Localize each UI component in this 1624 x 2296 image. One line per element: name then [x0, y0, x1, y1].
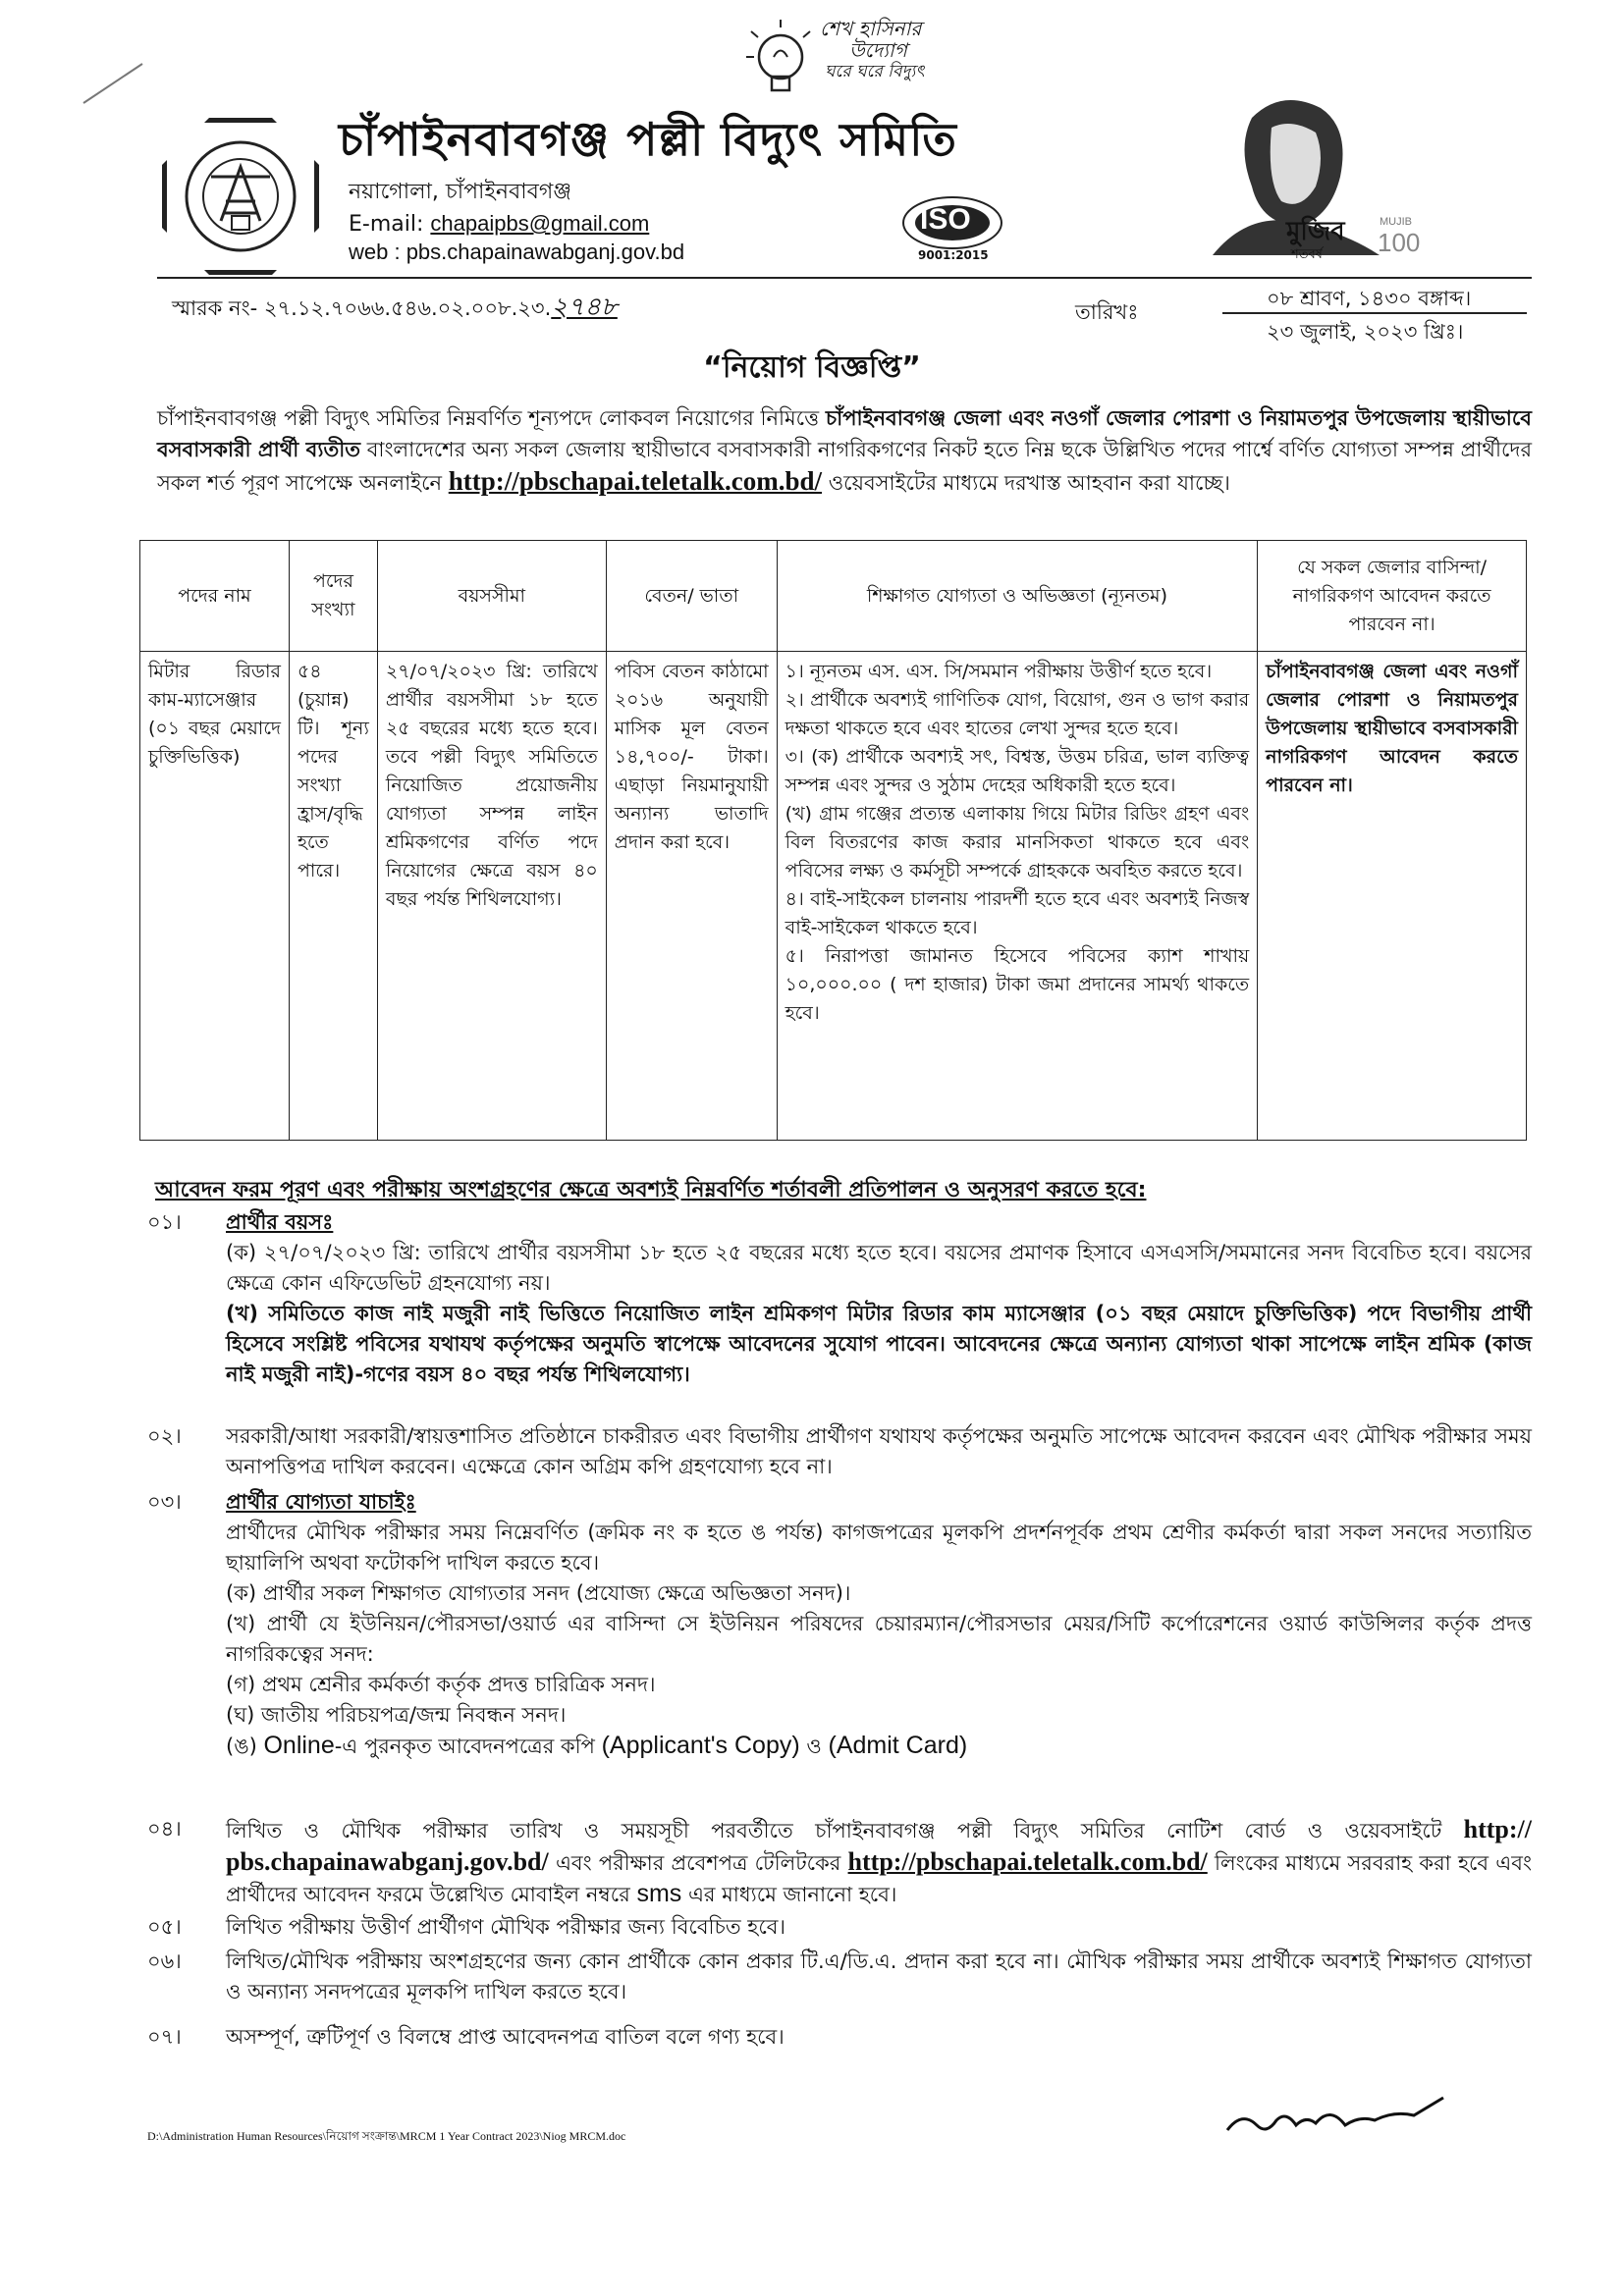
qual-item: (খ) গ্রাম গঞ্জের প্রত্যন্ত এলাকায় গিয়ে মিটার রিডিং গ্রহণ এবং বিল বিতরণের কাজ করার মানসিকতা থাকতে হবে এবং পবিসের লক্ষ্য ও কর্মসূচী সম্পর্কে গ্রাহককে অবহিত করতে হবে।	[785, 803, 1250, 881]
condition-text-part: লিখিত ও মৌখিক পরীক্ষার তারিখ ও সময়সূচী পরবর্তীতে চাঁপাইনবাবগঞ্জ পল্লী বিদ্যুৎ সমিতির নোটিশ বোর্ড ও ওয়েবসাইটে	[226, 1819, 1464, 1842]
notice-title: “নিয়োগ বিজ্ঞপ্তি”	[703, 350, 921, 385]
header-divider	[157, 277, 1532, 279]
condition-sub: (ক) ২৭/০৭/২০২৩ খ্রি: তারিখে প্রার্থীর বয়সসীমা ১৮ হতে ২৫ বছরের মধ্যে হতে হবে। বয়সের প্রমাণক হিসাবে এসএসসি/সমমানের সনদ বিবেচিত হবে। বয়সের ক্ষেত্রে কোন এফিডেভিট গ্রহনযোগ্য নয়।	[226, 1241, 1532, 1295]
condition-sub: (গ) প্রথম শ্রেনীর কর্মকর্তা কর্তৃক প্রদত্ত চারিত্রিক সনদ।	[226, 1673, 656, 1696]
condition-title: প্রার্থীর বয়সঃ	[226, 1210, 334, 1234]
sub-text: ও	[799, 1735, 829, 1758]
condition-text	[226, 1814, 1532, 1910]
intro-text: চাঁপাইনবাবগঞ্জ পল্লী বিদ্যুৎ সমিতির নিম্নবর্ণিত শূন্যপদে লোকবল নিয়োগের নিমিত্তে	[157, 406, 826, 430]
latin-text: (Admit Card)	[828, 1732, 968, 1759]
col-header: পদের নাম	[140, 541, 290, 652]
date-english: ২৩ জুলাই, ২০২৩ খ্রিঃ।	[1267, 320, 1464, 344]
table-row	[140, 652, 1527, 1141]
intro-bold: চাঁপাইনবাবগঞ্জ জেলা এবং নওগাঁ জেলার পোরশা ও নিয়ামতপুর উপজেলায় স্থায়ীভাবে বসবাসকারী প্রার্থী ব্যতীত	[157, 406, 1532, 461]
condition-number: ০৭।	[147, 2025, 182, 2049]
table-header-row	[140, 541, 1527, 652]
condition-number: ০৬।	[147, 1949, 182, 1973]
vacancy-table	[139, 540, 1527, 1141]
website-link[interactable]: http:// pbs.chapainawabganj.gov.bd/	[226, 1815, 1532, 1876]
latin-text: sms	[636, 1880, 682, 1907]
condition-number: ০৪।	[147, 1817, 182, 1841]
mujib-centenary-logo	[1193, 88, 1429, 265]
intro-text: বাংলাদেশের অন্য সকল জেলায় স্থায়ীভাবে বসবাসকারী নাগরিকগণের নিকট হতে নিম্ন ছকে উল্লিখিত পদের পার্শ্বে বর্ণিত যোগ্যতা সম্পন্ন প্রার্থীদের সকল শর্ত পূরণ সাপেক্ষে অনলাইনে	[157, 438, 1532, 495]
cell-count: ৫৪ (চুয়ান্ন) টি। শূন্য পদের সংখ্যা হ্রাস/বৃদ্ধি হতে পারে।	[289, 652, 377, 1141]
condition-sub: (ঘ) জাতীয় পরিচয়পত্র/জন্ম নিবন্ধন সনদ।	[226, 1703, 567, 1727]
condition-7	[147, 2022, 1532, 2053]
slogan-line: ঘরে ঘরে বিদ্যুৎ	[825, 62, 925, 81]
mujib-latin: MUJIB	[1380, 216, 1412, 228]
cell-post: মিটার রিডার কাম-ম্যাসেঞ্জার (০১ বছর মেয়াদে চুক্তিভিত্তিক)	[140, 652, 290, 1141]
qual-item: ৩। (ক) প্রার্থীকে অবশ্যই সৎ, বিশ্বস্ত, উত্তম চরিত্র, ভাল ব্যক্তিত্ব সম্পন্ন এবং সুন্দর ও সুঠাম দেহের অধিকারী হতে হবে।	[785, 746, 1250, 796]
cell-age: ২৭/০৭/২০২৩ খ্রি: তারিখে প্রার্থীর বয়সসীমা ১৮ হতে ২৫ বছরের মধ্যে হতে হবে। তবে পল্লী বিদ্যুৎ সমিতিতে নিয়োজিত প্রয়োজনীয় যোগ্যতা সম্পন্ন লাইন শ্রমিকগণের বর্ণিত পদে নিয়োগের ক্ষেত্রে বয়স ৪০ বছর পর্যন্ত শিথিলযোগ্য।	[377, 652, 606, 1141]
qual-item: ৫। নিরাপত্তা জামানত হিসেবে পবিসের ক্যাশ শাখায় ১০,০০০.০০ ( দশ হাজার) টাকা জমা প্রদানের সামর্থ্য থাকতে হবে।	[785, 945, 1250, 1024]
memo-ref-text: স্মারক নং- ২৭.১২.৭০৬৬.৫৪৬.০২.০০৮.২৩.	[172, 296, 552, 320]
condition-text-part: লিংকের মাধ্যমে সরবরাহ করা হবে এবং প্রার্থীদের আবেদন ফরমে উল্লেখিত মোবাইল নম্বরে	[226, 1851, 1532, 1906]
cell-qualification	[777, 652, 1258, 1141]
iso-text: ISO	[920, 203, 971, 236]
iso-number: 9001:2015	[918, 248, 989, 262]
date-divider	[1222, 312, 1527, 314]
condition-number: ০২।	[147, 1424, 182, 1448]
condition-2	[147, 1421, 1532, 1482]
memo-ref	[172, 287, 618, 330]
date-label: তারিখঃ	[1075, 300, 1139, 324]
cell-salary: পবিস বেতন কাঠামো ২০১৬ অনুযায়ী মাসিক মূল বেতন ১৪,৭০০/- টাকা। এছাড়া নিয়মানুযায়ী অন্যান্য ভাতাদি প্রদান করা হবে।	[606, 652, 777, 1141]
teletalk-link[interactable]: http://pbschapai.teletalk.com.bd/	[847, 1847, 1208, 1876]
slogan-line: উদ্যোগ	[849, 38, 907, 62]
memo-ref-handwritten: ২৭৪৮	[551, 293, 618, 322]
condition-3	[147, 1487, 1532, 1762]
condition-text-part: এর মাধ্যমে জানানো হবে।	[681, 1883, 897, 1906]
condition-1	[147, 1207, 1532, 1390]
condition-sub: প্রার্থীদের মৌখিক পরীক্ষার সময় নিম্নেবর্ণিত (ক্রমিক নং ক হতে ঙ পর্যন্ত) কাগজপত্রের মূলকপি প্রদর্শনপূর্বক প্রথম শ্রেণীর কর্মকর্তা দ্বারা সকল সনদের সত্যায়িত ছায়ালিপি অথবা ফটোকপি দাখিল করতে হবে।	[226, 1521, 1532, 1575]
condition-number: ০১।	[147, 1210, 182, 1234]
conditions-heading: আবেদন ফরম পূরণ এবং পরীক্ষায় অংশগ্রহণের ক্ষেত্রে অবশ্যই নিম্নবর্ণিত শর্তাবলী প্রতিপালন ও অনুসরণ করতে হবে:	[155, 1178, 1147, 1202]
date-bangla: ০৮ শ্রাবণ, ১৪৩০ বঙ্গাব্দ।	[1267, 287, 1472, 310]
condition-sub: (খ) সমিতিতে কাজ নাই মজুরী নাই ভিত্তিতে নিয়োজিত লাইন শ্রমিকগণ মিটার রিডার কাম ম্যাসেঞ্জার (০১ বছর মেয়াদে চুক্তিভিত্তিক) পদে বিভাগীয় প্রার্থী হিসেবে সংশ্লিষ্ট পবিসের যথাযথ কর্তৃপক্ষের অনুমতি স্বাপেক্ষে আবেদনের সুযোগ পাবেন। আবেদনের ক্ষেত্রে অন্যান্য যোগ্যতা থাকা সাপেক্ষে লাইন শ্রমিক (কাজ নাই মজুরী নাই)-গণের বয়স ৪০ বছর পর্যন্ত শিথিলযোগ্য।	[226, 1302, 1532, 1386]
condition-6	[147, 1947, 1532, 2007]
apply-url-link[interactable]: http://pbschapai.teletalk.com.bd/	[448, 466, 823, 496]
address: নয়াগোলা, চাঁপাইনবাবগঞ্জ	[349, 180, 572, 204]
pylon-icon	[167, 123, 314, 270]
condition-4	[147, 1814, 1532, 1910]
condition-number: ০৩।	[147, 1490, 182, 1514]
sub-text: -এ পুরনকৃত আবেদনপত্রের কপি	[334, 1735, 602, 1758]
web-line: web : pbs.chapainawabganj.gov.bd	[349, 240, 685, 264]
qual-item: ৪। বাই-সাইকেল চালনায় পারদর্শী হতে হবে এবং অবশ্যই নিজস্ব বাই-সাইকেল থাকতে হবে।	[785, 888, 1250, 938]
pen-mark	[79, 59, 147, 108]
slogan-line: শেখ হাসিনার	[820, 17, 922, 40]
col-header: শিক্ষাগত যোগ্যতা ও অভিজ্ঞতা (ন্যূনতম)	[777, 541, 1258, 652]
condition-sub: (ক) প্রার্থীর সকল শিক্ষাগত যোগ্যতার সনদ (প্রযোজ্য ক্ষেত্রে অভিজ্ঞতা সনদ)।	[226, 1581, 851, 1605]
intro-paragraph	[157, 402, 1532, 499]
mujib-sub: শতবর্ষ	[1291, 247, 1323, 262]
condition-text: সরকারী/আধা সরকারী/স্বায়ত্তশাসিত প্রতিষ্ঠানে চাকরীরত এবং বিভাগীয় প্রার্থীগণ যথাযথ কর্তৃপক্ষের অনুমতি সাপেক্ষে আবেদন করবেন এবং মৌখিক পরীক্ষার সময় অনাপত্তিপত্র দাখিল করবেন। এক্ষেত্রে কোন অগ্রিম কপি গ্রহণযোগ্য হবে না।	[226, 1424, 1532, 1478]
condition-text: লিখিত পরীক্ষায় উত্তীর্ণ প্রার্থীগণ মৌখিক পরীক্ষার জন্য বিবেচিত হবে।	[226, 1915, 785, 1939]
org-name: চাঁপাইনবাবগঞ্জ পল্লী বিদ্যুৎ সমিতি	[339, 113, 957, 166]
col-header: যে সকল জেলার বাসিন্দা/ নাগরিকগণ আবেদন করতে পারবেন না।	[1258, 541, 1527, 652]
intro-text: ওয়েবসাইটের মাধ্যমে দরখাস্ত আহবান করা যাচ্ছে।	[822, 471, 1230, 495]
condition-text: লিখিত/মৌখিক পরীক্ষায় অংশগ্রহণের জন্য কোন প্রার্থীকে কোন প্রকার টি.এ/ডি.এ. প্রদান করা হবে না। মৌখিক পরীক্ষার সময় প্রার্থীকে অবশ্যই শিক্ষাগত যোগ্যতা ও অন্যান্য সনদপত্রের মূলকপি দাখিল করতে হবে।	[226, 1949, 1532, 2003]
email-label: E-mail:	[349, 212, 431, 237]
mujib-number: 100	[1378, 228, 1421, 257]
condition-sub: (খ) প্রার্থী যে ইউনিয়ন/পৌরসভা/ওয়ার্ড এর বাসিন্দা সে ইউনিয়ন পরিষদের চেয়ারম্যান/পৌরসভার মেয়র/সিটি কর্পোরেশনের ওয়ার্ড কাউন্সিলর কর্তৃক প্রদত্ত নাগরিকত্বের সনদ:	[226, 1612, 1532, 1666]
col-header: বয়সসীমা	[377, 541, 606, 652]
mujib-text: মুজিব	[1286, 217, 1345, 246]
latin-text: Online	[263, 1732, 335, 1759]
condition-text-part: এবং পরীক্ষার প্রবেশপত্র টেলিটকের	[548, 1851, 848, 1875]
cell-excluded: চাঁপাইনবাবগঞ্জ জেলা এবং নওগাঁ জেলার পোরশা ও নিয়ামতপুর উপজেলায় স্থায়ীভাবে বসবাসকারী নাগরিকগণ আবেদন করতে পারবেন না।	[1258, 652, 1527, 1141]
condition-text: অসম্পূর্ণ, ত্রুটিপূর্ণ ও বিলম্বে প্রাপ্ত আবেদনপত্র বাতিল বলে গণ্য হবে।	[226, 2025, 785, 2049]
iso-logo	[898, 191, 1006, 265]
file-path: D:\Administration Human Resources\নিয়োগ সংক্রান্ত\MRCM 1 Year Contract 2023\Niog MRCM.doc	[147, 2129, 626, 2143]
email-line	[349, 211, 649, 237]
sub-prefix: (ঙ)	[226, 1735, 264, 1758]
latin-text: (Applicant's Copy)	[601, 1732, 800, 1759]
condition-sub	[226, 1731, 1532, 1762]
condition-5	[147, 1912, 1532, 1943]
qual-item: ১। ন্যূনতম এস. এস. সি/সমমান পরীক্ষায় উত্তীর্ণ হতে হবে।	[785, 661, 1213, 682]
slogan	[820, 18, 924, 82]
condition-number: ০৫।	[147, 1915, 182, 1939]
signature	[1222, 2086, 1448, 2145]
condition-title: প্রার্থীর যোগ্যতা যাচাইঃ	[226, 1490, 416, 1514]
email-link[interactable]: chapaipbs@gmail.com	[430, 211, 650, 236]
org-logo	[162, 118, 319, 275]
col-header: পদের সংখ্যা	[289, 541, 377, 652]
col-header: বেতন/ ভাতা	[606, 541, 777, 652]
qual-item: ২। প্রার্থীকে অবশ্যই গাণিতিক যোগ, বিয়োগ, গুন ও ভাগ করার দক্ষতা থাকতে হবে এবং হাতের লেখা সুন্দর হতে হবে।	[785, 689, 1250, 739]
